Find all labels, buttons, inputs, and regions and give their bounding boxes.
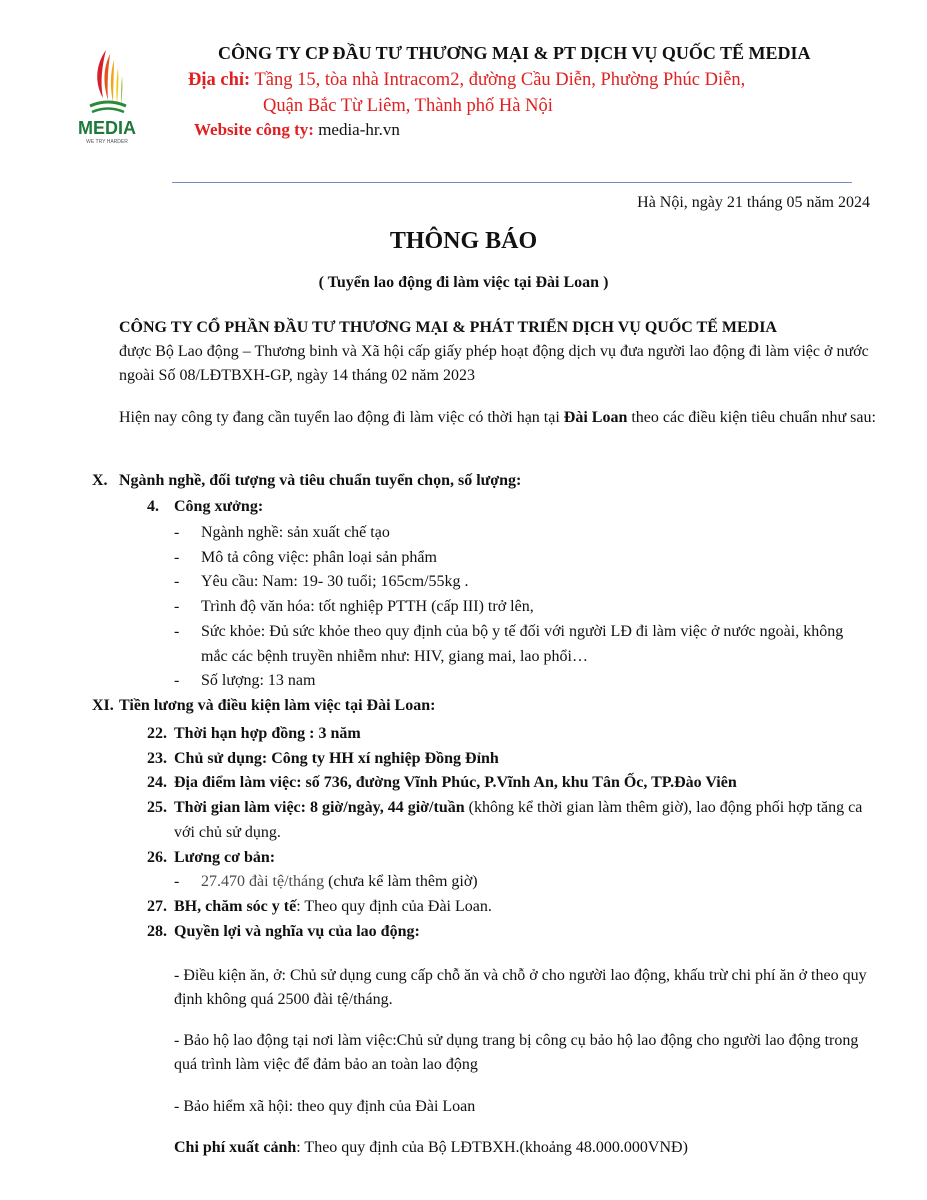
list-item: - Mô tả công việc: phân loại sản phẩm — [174, 546, 854, 571]
recruit-paragraph — [119, 406, 879, 430]
salary-note: (chưa kể làm thêm giờ) — [324, 873, 478, 891]
header-company-name: CÔNG TY CP ĐẦU TƯ THƯƠNG MẠI & PT DỊCH VỤ QUỐC TẾ MEDIA — [218, 43, 811, 63]
address-line1-text: Tầng 15, tòa nhà Intracom2, đường Cầu Diễn, Phường Phúc Diễn, — [250, 70, 746, 90]
intro-company-full: CÔNG TY CỔ PHẦN ĐẦU TƯ THƯƠNG MẠI & PHÁT TRIỂN DỊCH VỤ QUỐC TẾ MEDIA — [119, 319, 777, 336]
item-contract-term — [147, 722, 867, 747]
list-item: - Yêu cầu: Nam: 19- 30 tuổi; 165cm/55kg . — [174, 570, 854, 595]
item-number: 22. — [147, 725, 167, 742]
item-number: 28. — [147, 922, 167, 940]
address-label: Địa chỉ: — [188, 70, 251, 90]
list-item: - Sức khỏe: Đủ sức khỏe theo quy định của bộ y tế đối với người LĐ đi làm việc ở nước ngoài, không mắc các bệnh truyền nhiễm như: HIV, giang mai, lao phổi… — [174, 620, 854, 669]
para-exit-cost — [174, 1136, 874, 1160]
header-divider — [172, 182, 852, 183]
cost-text: : Theo quy định của Bộ LĐTBXH.(khoảng 48.000.000VNĐ) — [296, 1139, 688, 1156]
item-colon: : — [300, 799, 310, 817]
recruit-before: Hiện nay công ty đang cần tuyển lao động đi làm việc có thời hạn tại — [119, 409, 564, 426]
salary-row — [147, 870, 867, 895]
item-number: 24. — [147, 774, 167, 792]
header-address-line2: Quận Bắc Từ Liêm, Thành phố Hà Nội — [263, 96, 553, 116]
item-insurance-health — [147, 895, 867, 920]
salary-value: 27.470 đài tệ/tháng — [201, 873, 325, 891]
item-number: 23. — [147, 749, 167, 767]
item-label: BH, chăm sóc y tế — [174, 897, 297, 915]
item-text: Chủ sử dụng: Công ty HH xí nghiệp Đồng Đỉnh — [174, 749, 499, 767]
list-item: - Trình độ văn hóa: tốt nghiệp PTTH (cấp III) trở lên, — [174, 595, 854, 620]
logo-tagline: WE TRY HARDER — [86, 139, 128, 145]
item-number: 25. — [147, 799, 167, 817]
para-food-housing: - Điều kiện ăn, ở: Chủ sử dụng cung cấp chỗ ăn và chỗ ở cho người lao động, khấu trừ chi phí ăn ở theo quy định không quá 2500 đài tệ/tháng. — [174, 967, 867, 1008]
item-working-hours — [147, 796, 867, 845]
item-hours: 8 giờ/ngày, 44 giờ/tuần — [309, 799, 465, 817]
section-x-list — [174, 521, 854, 694]
item-work-location — [147, 771, 867, 796]
recruit-bold: Đài Loan — [563, 409, 628, 426]
subsection-4-number: 4. — [147, 498, 159, 515]
logo-graphic — [70, 46, 145, 146]
item-rights-duties — [147, 920, 867, 945]
salary-dash: - — [174, 873, 180, 891]
item-number: 27. — [147, 897, 167, 915]
list-item: - Ngành nghề: sản xuất chế tạo — [174, 521, 854, 546]
item-number: 26. — [147, 848, 167, 866]
section-xi-list — [147, 722, 867, 944]
item-text: Quyền lợi và nghĩa vụ của lao động: — [174, 922, 420, 940]
recruit-after: theo các điều kiện tiêu chuẩn như sau: — [627, 409, 876, 426]
item-base-salary — [147, 846, 867, 871]
section-x-number: X. — [92, 472, 108, 489]
item-label: Thời gian làm việc — [174, 799, 301, 817]
page-subtitle: ( Tuyển lao động đi làm việc tại Đài Loan ) — [318, 274, 609, 291]
header-website — [194, 120, 400, 140]
item-employer — [147, 747, 867, 772]
subsection-4-title: Công xưởng: — [174, 498, 264, 515]
cost-label: Chi phí xuất cảnh — [174, 1139, 297, 1156]
header-address-line1 — [188, 70, 745, 91]
item-text: : Theo quy định của Đài Loan. — [296, 897, 492, 915]
intro-license: được Bộ Lao động – Thương binh và Xã hội cấp giấy phép hoạt động dịch vụ đưa người lao động đi làm việc ở nước ngoài Số 08/LĐTBXH-GP, ngày 14 tháng 02 năm 2023 — [119, 343, 869, 384]
website-value: media-hr.vn — [313, 120, 400, 139]
company-logo — [70, 46, 145, 146]
section-x-title: Ngành nghề, đối tượng và tiêu chuẩn tuyển chọn, số lượng: — [119, 472, 522, 489]
item-text: (không kể thời gian làm thêm giờ), lao động phối hợp tăng ca với chủ sử dụng. — [174, 799, 863, 841]
section-xi-number: XI. — [92, 697, 114, 714]
item-text: Thời hạn hợp đồng : 3 năm — [174, 725, 361, 742]
list-item: - Số lượng: 13 nam — [174, 669, 854, 694]
website-label: Website công ty: — [194, 120, 314, 139]
intro-paragraph — [119, 316, 879, 388]
date-line: Hà Nội, ngày 21 tháng 05 năm 2024 — [637, 194, 870, 211]
page-title: THÔNG BÁO — [389, 228, 538, 254]
para-insurance: - Bảo hiểm xã hội: theo quy định của Đài Loan — [174, 1098, 476, 1115]
item-text: Lương cơ bản: — [174, 848, 276, 866]
para-safety: - Bảo hộ lao động tại nơi làm việc:Chủ sử dụng trang bị công cụ bảo hộ lao động cho người lao động trong quá trình làm việc để đảm bảo an toàn lao động — [174, 1032, 859, 1073]
section-xi-title: Tiền lương và điều kiện làm việc tại Đài Loan: — [119, 697, 436, 714]
item-text: Địa điểm làm việc: số 736, đường Vĩnh Phúc, P.Vĩnh An, khu Tân Ốc, TP.Đào Viên — [174, 774, 737, 792]
logo-text: MEDIA — [78, 118, 136, 138]
